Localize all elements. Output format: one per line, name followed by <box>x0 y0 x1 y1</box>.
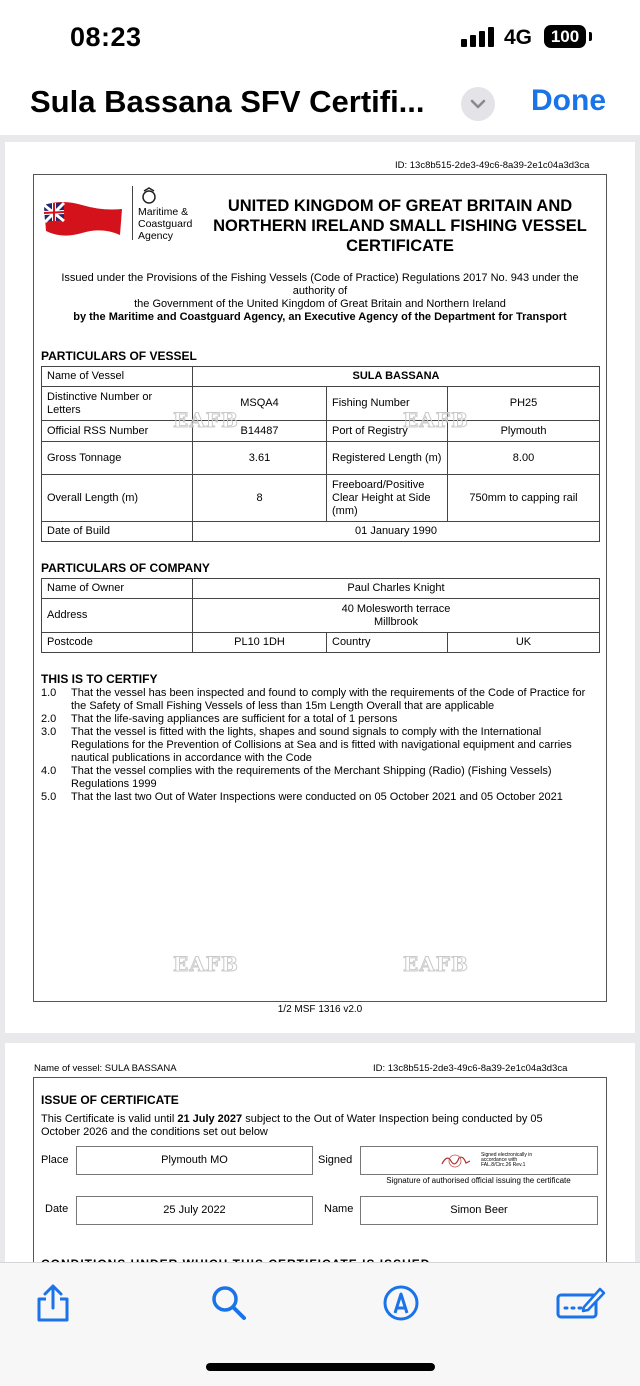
vessel-name-value: SULA BASSANA <box>193 367 600 387</box>
item-number: 4.0 <box>41 765 57 777</box>
cell-label: Address <box>42 599 193 633</box>
item-text: That the vessel is fitted with the lights, shapes and sound signals to comply with the International Regulations for the Prevention of Collisions at Sea and is fitted with navigational equipment and carries nautical publications in accordance with the Code <box>71 726 572 764</box>
battery-tip <box>589 32 592 41</box>
item-number: 1.0 <box>41 687 57 699</box>
date-label: Date <box>45 1203 69 1215</box>
table-row <box>42 522 600 542</box>
agency-divider <box>132 186 133 240</box>
cell-value: PH25 <box>448 387 600 421</box>
certify-heading: THIS IS TO CERTIFY <box>41 672 158 686</box>
signature-field <box>360 1146 598 1175</box>
validity-text <box>41 1113 571 1139</box>
cell-label: Country <box>327 633 448 653</box>
list-item <box>41 726 601 765</box>
cell-label: Postcode <box>42 633 193 653</box>
royal-crest-icon <box>138 187 160 205</box>
name-field: Simon Beer <box>360 1196 598 1225</box>
issue-heading: ISSUE OF CERTIFICATE <box>41 1093 179 1107</box>
table-row <box>42 475 600 522</box>
battery-icon: 100 <box>544 25 586 48</box>
watermark: EAFB <box>403 952 469 976</box>
cell-value: Paul Charles Knight <box>193 579 600 599</box>
signal-icon <box>461 27 495 47</box>
table-row <box>42 442 600 475</box>
table-row <box>42 633 600 653</box>
issued-line-2: the Government of the United Kingdom of Great Britain and Northern Ireland <box>134 298 506 310</box>
name-label: Name <box>324 1203 354 1215</box>
cell-label: Name of Owner <box>42 579 193 599</box>
issued-under-text <box>41 272 599 324</box>
item-number: 5.0 <box>41 791 57 803</box>
address-line-2: Millbrook <box>373 615 418 628</box>
form-fill-icon[interactable] <box>556 1283 606 1323</box>
table-row <box>42 579 600 599</box>
item-number: 2.0 <box>41 713 57 725</box>
page-footer: 1/2 MSF 1316 v2.0 <box>277 1004 363 1015</box>
cell-label: Date of Build <box>42 522 193 542</box>
vessel-name-header: Name of vessel: SULA BASSANA <box>34 1063 177 1074</box>
list-item <box>41 791 601 804</box>
item-text: That the vessel has been inspected and found to comply with the requirements of the Code of Practice for the Safety of Small Fishing Vessels of less than 15m Length Overall that are applicable <box>71 687 586 712</box>
cell-value: PL10 1DH <box>193 633 327 653</box>
watermark: EAFB <box>173 408 239 432</box>
cell-label: Fishing Number <box>327 387 448 421</box>
vessel-heading: PARTICULARS OF VESSEL <box>41 349 197 363</box>
vessel-table <box>41 366 600 542</box>
address-line-1: 40 Molesworth terrace <box>341 602 451 615</box>
status-bar <box>0 0 640 70</box>
certificate-title: UNITED KINGDOM OF GREAT BRITAIN AND NORTHERN IRELAND SMALL FISHING VESSEL CERTIFICATE <box>213 197 587 255</box>
cell-value: 3.61 <box>193 442 327 475</box>
list-item <box>41 765 601 791</box>
watermark: EAFB <box>403 408 469 432</box>
item-text: That the life-saving appliances are sufficient for a total of 1 persons <box>71 713 398 725</box>
certify-list <box>41 687 601 804</box>
company-table <box>41 578 600 653</box>
cell-label: Official RSS Number <box>42 421 193 442</box>
table-row <box>42 421 600 442</box>
cell-value: MSQA4 <box>193 387 327 421</box>
document-title[interactable]: Sula Bassana SFV Certifi... <box>30 84 425 119</box>
company-heading: PARTICULARS OF COMPANY <box>41 561 210 575</box>
network-type: 4G <box>504 26 533 49</box>
cell-value: B14487 <box>193 421 327 442</box>
navigation-bar <box>0 70 640 135</box>
table-row <box>42 599 600 633</box>
cell-value: 750mm to capping rail <box>448 475 600 522</box>
document-id: ID: 13c8b515-2de3-49c6-8a39-2e1c04a3d3ca <box>395 160 590 171</box>
cell-label: Name of Vessel <box>42 367 193 387</box>
search-icon[interactable] <box>209 1283 249 1323</box>
cell-label: Overall Length (m) <box>42 475 193 522</box>
validity-suffix: subject to the Out of Water Inspection being conducted by 05 October 2026 and the conditions set out below <box>41 1113 543 1138</box>
validity-prefix: This Certificate is valid until <box>41 1113 178 1125</box>
cell-label: Gross Tonnage <box>42 442 193 475</box>
certificate-page-2 <box>5 1043 635 1273</box>
cell-value: UK <box>448 633 600 653</box>
certificate-page-1 <box>5 142 635 1033</box>
document-id: ID: 13c8b515-2de3-49c6-8a39-2e1c04a3d3ca <box>373 1063 568 1074</box>
cell-label: Freeboard/Positive Clear Height at Side (mm) <box>327 475 448 522</box>
home-indicator[interactable] <box>206 1363 435 1371</box>
cell-label: Registered Length (m) <box>327 442 448 475</box>
place-field: Plymouth MO <box>76 1146 313 1175</box>
issued-line-3: by the Maritime and Coastguard Agency, an Executive Agency of the Department for Transport <box>73 311 567 323</box>
table-row <box>42 387 600 421</box>
cell-value: 8 <box>193 475 327 522</box>
list-item <box>41 687 601 713</box>
signed-label: Signed <box>318 1154 353 1166</box>
cell-value: Plymouth <box>448 421 600 442</box>
cell-label: Port of Registry <box>327 421 448 442</box>
item-number: 3.0 <box>41 726 57 738</box>
signature-mark-icon <box>439 1152 473 1169</box>
item-text: That the last two Out of Water Inspections were conducted on 05 October 2021 and 05 October 2021 <box>71 791 563 803</box>
table-row <box>42 367 600 387</box>
cell-value: 8.00 <box>448 442 600 475</box>
chevron-down-icon <box>470 98 486 110</box>
cell-value: 01 January 1990 <box>193 522 600 542</box>
status-time: 08:23 <box>70 22 142 52</box>
signature-stamp: Signed electronically in accordance with FAL.8/Circ.26 Rev.1 <box>481 1152 533 1168</box>
address-value <box>193 599 600 633</box>
signature-caption: Signature of authorised official issuing the certificate <box>386 1176 571 1185</box>
markup-icon[interactable] <box>381 1283 421 1323</box>
item-text: That the vessel complies with the requirements of the Merchant Shipping (Radio) (Fishing Vessels) Regulations 1999 <box>71 765 552 790</box>
place-label: Place <box>41 1154 69 1166</box>
red-ensign-logo <box>42 199 124 244</box>
watermark: EAFB <box>173 952 239 976</box>
done-button[interactable]: Done <box>531 84 606 117</box>
issued-line-1: Issued under the Provisions of the Fishing Vessels (Code of Practice) Regulations 2017 No. 943 under the authority of <box>61 272 579 297</box>
validity-date: 21 July 2027 <box>177 1113 243 1125</box>
date-field: 25 July 2022 <box>76 1196 313 1225</box>
list-item <box>41 713 601 726</box>
agency-name: Maritime & Coastguard Agency <box>138 206 193 242</box>
share-icon[interactable] <box>33 1283 73 1323</box>
title-menu-button[interactable] <box>461 87 495 121</box>
cell-label: Distinctive Number or Letters <box>42 387 193 421</box>
